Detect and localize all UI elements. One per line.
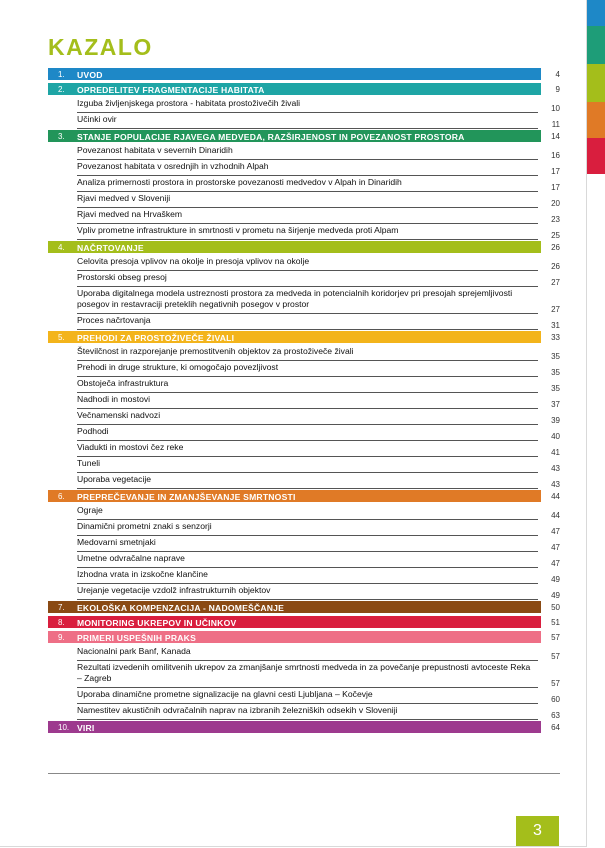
entry-page-number: 57 bbox=[551, 679, 560, 688]
bottom-rule bbox=[48, 773, 560, 774]
toc-entry[interactable] bbox=[77, 705, 560, 720]
toc-entry[interactable] bbox=[77, 689, 560, 704]
toc-entry[interactable] bbox=[77, 346, 560, 361]
toc-entry[interactable] bbox=[77, 98, 560, 113]
entry-title: Viadukti in mostovi čez reke bbox=[77, 442, 184, 452]
section-number: 8. bbox=[58, 617, 65, 627]
toc-entry[interactable] bbox=[77, 585, 560, 600]
entry-page-number: 25 bbox=[551, 231, 560, 240]
toc-section[interactable] bbox=[48, 721, 560, 733]
entry-page-number: 17 bbox=[551, 183, 560, 192]
section-number: 10. bbox=[58, 722, 70, 732]
section-bar bbox=[48, 721, 541, 733]
section-page-number: 44 bbox=[551, 492, 560, 501]
section-page-number: 64 bbox=[551, 723, 560, 732]
leader-line bbox=[77, 223, 538, 224]
section-page-number: 51 bbox=[551, 618, 560, 627]
entry-title: Vpliv prometne infrastrukture in smrtnosti v prometu na širjenje medveda proti Alpam bbox=[77, 225, 399, 235]
section-number: 3. bbox=[58, 131, 65, 141]
entry-title: Izhodna vrata in izskočne klančine bbox=[77, 569, 208, 579]
entry-title: Nacionalni park Banf, Kanada bbox=[77, 646, 191, 656]
toc-entry[interactable] bbox=[77, 646, 560, 661]
entry-page-number: 47 bbox=[551, 559, 560, 568]
leader-line bbox=[77, 599, 538, 600]
toc-entry[interactable] bbox=[77, 521, 560, 536]
toc-section[interactable] bbox=[48, 490, 560, 502]
toc-entry[interactable] bbox=[77, 442, 560, 457]
leader-line bbox=[77, 551, 538, 552]
leader-line bbox=[77, 583, 538, 584]
entry-title: Urejanje vegetacije vzdolž infrastrukturnih objektov bbox=[77, 585, 271, 595]
color-tab bbox=[587, 102, 605, 138]
toc-entry[interactable] bbox=[77, 378, 560, 393]
entry-title: Proces načrtovanja bbox=[77, 315, 151, 325]
entry-page-number: 35 bbox=[551, 368, 560, 377]
entry-title: Uporaba digitalnega modela ustreznosti prostora za medveda in potencialnih koridorjev pri presojah sprejemljivosti posegov in restavraciji preteklih negativnih posegov v prostor bbox=[77, 288, 513, 309]
toc-entry[interactable] bbox=[77, 161, 560, 176]
entry-title: Povezanost habitata v osrednjih in vzhodnih Alpah bbox=[77, 161, 269, 171]
toc-section[interactable] bbox=[48, 83, 560, 95]
entry-title: Rjavi medved na Hrvaškem bbox=[77, 209, 183, 219]
page-title: KAZALO bbox=[48, 34, 153, 60]
leader-line bbox=[77, 313, 538, 314]
entry-page-number: 47 bbox=[551, 543, 560, 552]
section-title: EKOLOŠKA KOMPENZACIJA - NADOMEŠČANJE bbox=[77, 602, 285, 613]
leader-line bbox=[77, 270, 538, 271]
entry-title: Medovarni smetnjaki bbox=[77, 537, 156, 547]
toc-entry[interactable] bbox=[77, 426, 560, 441]
entry-page-number: 57 bbox=[551, 652, 560, 661]
section-title: NAČRTOVANJE bbox=[77, 242, 144, 253]
leader-line bbox=[77, 329, 538, 330]
leader-line bbox=[77, 519, 538, 520]
leader-line bbox=[77, 286, 538, 287]
entry-page-number: 43 bbox=[551, 480, 560, 489]
color-tab bbox=[587, 26, 605, 64]
leader-line bbox=[77, 424, 538, 425]
leader-line bbox=[77, 112, 538, 113]
entry-title: Obstoječa infrastruktura bbox=[77, 378, 169, 388]
entry-page-number: 40 bbox=[551, 432, 560, 441]
entry-title: Dinamični prometni znaki s senzorji bbox=[77, 521, 212, 531]
entry-page-number: 49 bbox=[551, 591, 560, 600]
page-number: 3 bbox=[516, 816, 559, 846]
entry-title: Učinki ovir bbox=[77, 114, 117, 124]
entry-page-number: 16 bbox=[551, 151, 560, 160]
leader-line bbox=[77, 719, 538, 720]
entry-page-number: 63 bbox=[551, 711, 560, 720]
section-title: PRIMERI USPEŠNIH PRAKS bbox=[77, 632, 197, 643]
entry-title: Rjavi medved v Sloveniji bbox=[77, 193, 171, 203]
toc-entry[interactable] bbox=[77, 410, 560, 425]
entry-title: Nadhodi in mostovi bbox=[77, 394, 151, 404]
section-title: MONITORING UKREPOV IN UČINKOV bbox=[77, 617, 237, 628]
section-number: 5. bbox=[58, 332, 65, 342]
entry-page-number: 27 bbox=[551, 278, 560, 287]
color-tab bbox=[587, 0, 605, 26]
toc-entry[interactable] bbox=[77, 362, 560, 377]
entry-page-number: 43 bbox=[551, 464, 560, 473]
leader-line bbox=[77, 567, 538, 568]
entry-page-number: 44 bbox=[551, 511, 560, 520]
section-page-number: 57 bbox=[551, 633, 560, 642]
entry-title: Rezultati izvedenih omilitvenih ukrepov za zmanjšanje smrtnosti medveda in za povečanje prepustnosti avtoceste Reka – Zagreb bbox=[77, 662, 531, 683]
section-page-number: 14 bbox=[551, 132, 560, 141]
entry-page-number: 37 bbox=[551, 400, 560, 409]
toc-entry[interactable] bbox=[77, 177, 560, 192]
leader-line bbox=[77, 376, 538, 377]
leader-line bbox=[77, 239, 538, 240]
toc-section[interactable] bbox=[48, 130, 560, 142]
leader-line bbox=[77, 392, 538, 393]
leader-line bbox=[77, 703, 538, 704]
leader-line bbox=[77, 440, 538, 441]
section-title: STANJE POPULACIJE RJAVEGA MEDVEDA, RAZŠIRJENOST IN POVEZANOST PROSTORA bbox=[77, 131, 465, 142]
entry-title: Prehodi in druge strukture, ki omogočajo povezljivost bbox=[77, 362, 279, 372]
entry-page-number: 23 bbox=[551, 215, 560, 224]
section-number: 1. bbox=[58, 69, 65, 79]
section-title: OPREDELITEV FRAGMENTACIJE HABITATA bbox=[77, 84, 265, 95]
section-title: PREHODI ZA PROSTOŽIVEČE ŽIVALI bbox=[77, 332, 235, 343]
toc-entry[interactable] bbox=[77, 537, 560, 552]
leader-line bbox=[77, 535, 538, 536]
section-bar bbox=[48, 68, 541, 80]
toc-section[interactable] bbox=[48, 616, 560, 628]
entry-page-number: 60 bbox=[551, 695, 560, 704]
entry-page-number: 27 bbox=[551, 305, 560, 314]
toc-entry[interactable] bbox=[77, 394, 560, 409]
entry-title: Analiza primernosti prostora in prostorske povezanosti medvedov v Alpah in Dinaridih bbox=[77, 177, 402, 187]
color-tab bbox=[587, 64, 605, 102]
entry-title: Povezanost habitata v severnih Dinaridih bbox=[77, 145, 233, 155]
entry-page-number: 17 bbox=[551, 167, 560, 176]
section-page-number: 9 bbox=[555, 85, 560, 94]
leader-line bbox=[77, 360, 538, 361]
toc-section[interactable] bbox=[48, 601, 560, 613]
section-title: PREPREČEVANJE IN ZMANJŠEVANJE SMRTNOSTI bbox=[77, 491, 296, 502]
entry-page-number: 49 bbox=[551, 575, 560, 584]
toc-section[interactable] bbox=[48, 68, 560, 80]
entry-title: Namestitev akustičnih odvračalnih naprav na izbranih železniških odsekih v Sloveniji bbox=[77, 705, 398, 715]
entry-page-number: 20 bbox=[551, 199, 560, 208]
entry-title: Izguba življenjskega prostora - habitata prostoživečih živali bbox=[77, 98, 301, 108]
section-page-number: 50 bbox=[551, 603, 560, 612]
toc-section[interactable] bbox=[48, 241, 560, 253]
leader-line bbox=[77, 456, 538, 457]
entry-page-number: 10 bbox=[551, 104, 560, 113]
section-title: VIRI bbox=[77, 722, 95, 733]
toc-entry[interactable] bbox=[77, 553, 560, 568]
toc-entry[interactable] bbox=[77, 662, 560, 688]
entry-title: Uporaba dinamične prometne signalizacije na glavni cesti Ljubljana – Kočevje bbox=[77, 689, 373, 699]
entry-title: Ograje bbox=[77, 505, 103, 515]
section-page-number: 33 bbox=[551, 333, 560, 342]
table-of-contents bbox=[48, 68, 560, 736]
section-number: 6. bbox=[58, 491, 65, 501]
section-number: 4. bbox=[58, 242, 65, 252]
entry-page-number: 11 bbox=[551, 120, 560, 129]
leader-line bbox=[77, 408, 538, 409]
toc-entry[interactable] bbox=[77, 474, 560, 489]
entry-title: Umetne odvračalne naprave bbox=[77, 553, 185, 563]
color-tab bbox=[587, 138, 605, 174]
toc-section[interactable] bbox=[48, 631, 560, 643]
entry-title: Podhodi bbox=[77, 426, 109, 436]
entry-page-number: 26 bbox=[551, 262, 560, 271]
toc-entry[interactable] bbox=[77, 315, 560, 330]
entry-page-number: 47 bbox=[551, 527, 560, 536]
toc-entry[interactable] bbox=[77, 569, 560, 584]
toc-entry[interactable] bbox=[77, 209, 560, 224]
entry-title: Uporaba vegetacije bbox=[77, 474, 152, 484]
leader-line bbox=[77, 488, 538, 489]
toc-entry[interactable] bbox=[77, 114, 560, 129]
section-title: UVOD bbox=[77, 69, 103, 80]
entry-page-number: 41 bbox=[551, 448, 560, 457]
section-page-number: 4 bbox=[555, 70, 560, 79]
leader-line bbox=[77, 472, 538, 473]
leader-line bbox=[77, 660, 538, 661]
toc-entry[interactable] bbox=[77, 288, 560, 314]
leader-line bbox=[77, 687, 538, 688]
entry-title: Tuneli bbox=[77, 458, 101, 468]
leader-line bbox=[77, 175, 538, 176]
toc-entry[interactable] bbox=[77, 458, 560, 473]
toc-section[interactable] bbox=[48, 331, 560, 343]
leader-line bbox=[77, 128, 538, 129]
leader-line bbox=[77, 191, 538, 192]
toc-entry[interactable] bbox=[77, 505, 560, 520]
entry-title: Celovita presoja vplivov na okolje in presoja vplivov na okolje bbox=[77, 256, 310, 266]
section-number: 9. bbox=[58, 632, 65, 642]
entry-page-number: 35 bbox=[551, 384, 560, 393]
toc-entry[interactable] bbox=[77, 256, 560, 271]
entry-page-number: 39 bbox=[551, 416, 560, 425]
entry-title: Večnamenski nadvozi bbox=[77, 410, 161, 420]
entry-title: Prostorski obseg presoj bbox=[77, 272, 167, 282]
section-number: 7. bbox=[58, 602, 65, 612]
toc-entry[interactable] bbox=[77, 272, 560, 287]
leader-line bbox=[77, 207, 538, 208]
entry-title: Številčnost in razporejanje premostitvenih objektov za prostoživeče živali bbox=[77, 346, 354, 356]
toc-entry[interactable] bbox=[77, 193, 560, 208]
entry-page-number: 31 bbox=[551, 321, 560, 330]
leader-line bbox=[77, 159, 538, 160]
section-page-number: 26 bbox=[551, 243, 560, 252]
toc-entry[interactable] bbox=[77, 225, 560, 240]
toc-entry[interactable] bbox=[77, 145, 560, 160]
entry-page-number: 35 bbox=[551, 352, 560, 361]
section-number: 2. bbox=[58, 84, 65, 94]
